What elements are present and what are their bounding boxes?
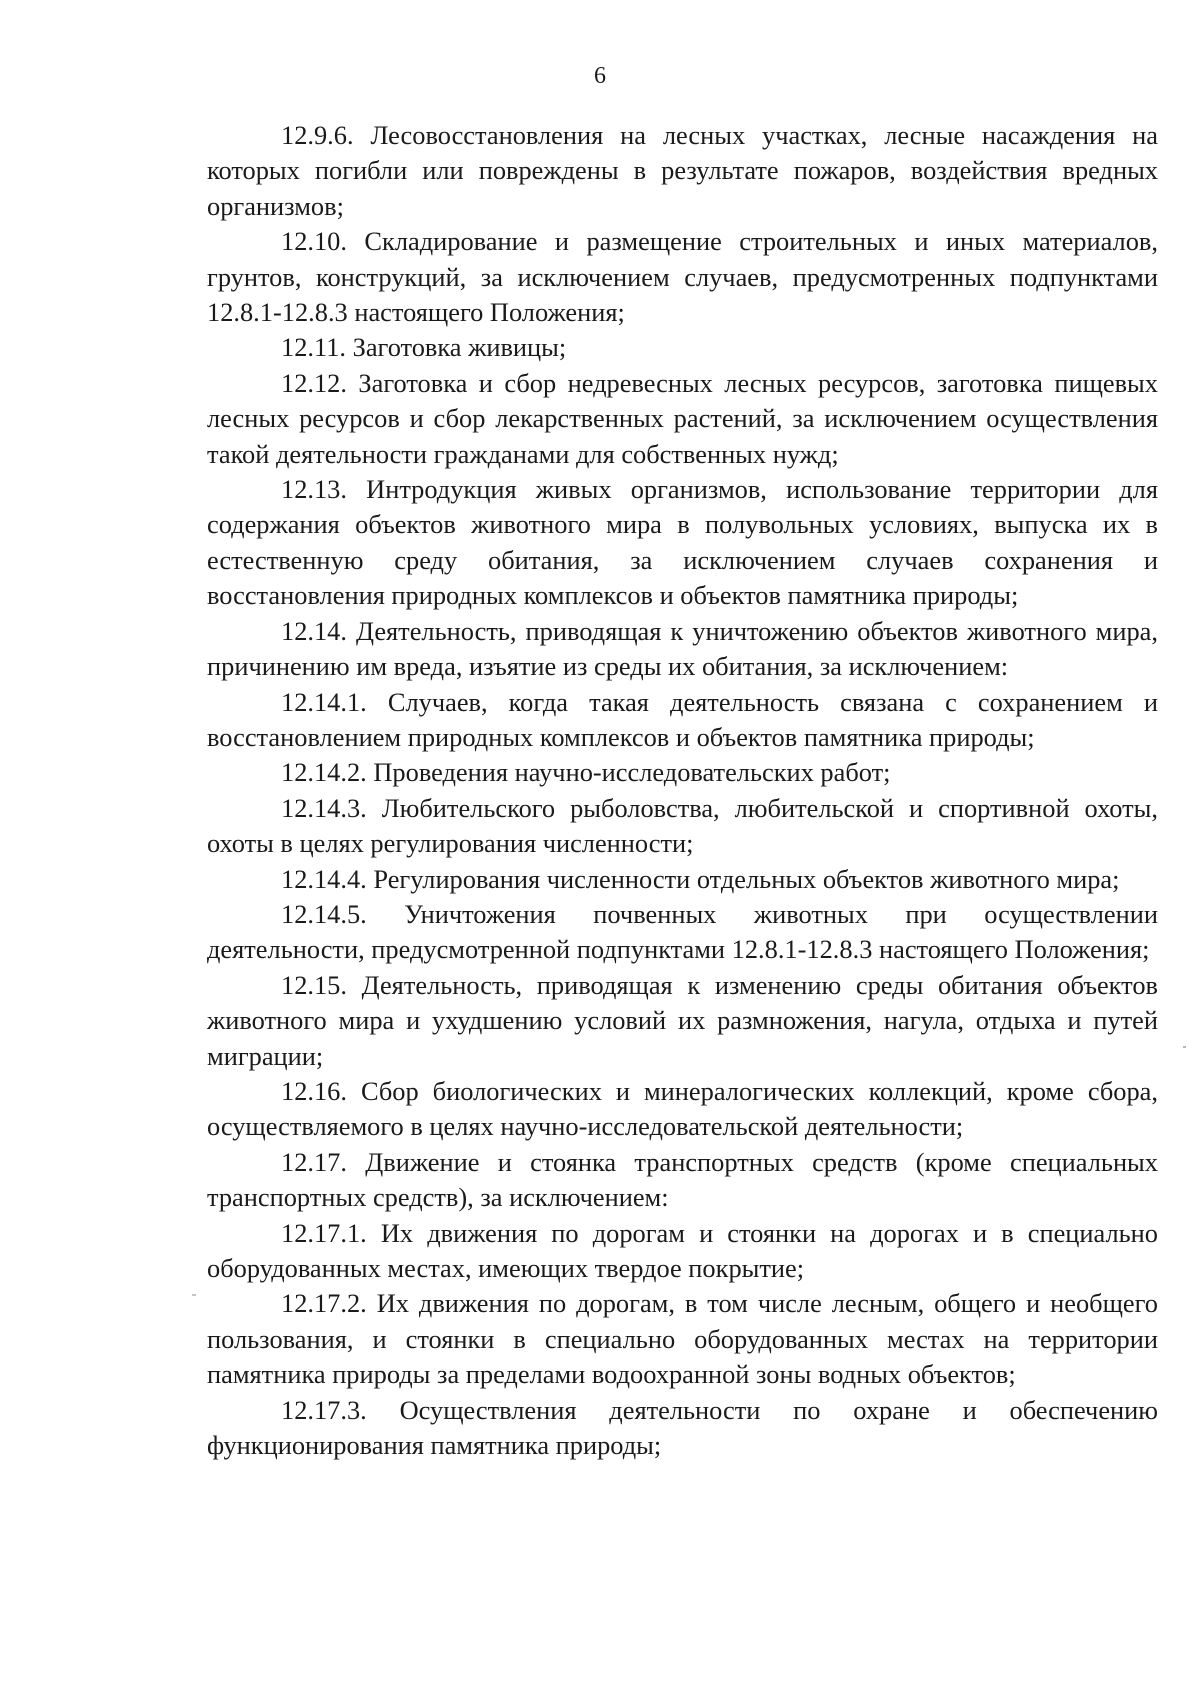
paragraph-12-17-1: 12.17.1. Их движения по дорогам и стоянки на дорогах и в специально оборудованных местах, имеющих твердое покрытие; bbox=[207, 1217, 1158, 1283]
paragraph-12-17-3: 12.17.3. Осуществления деятельности по охране и обеспечению функционирования памятника природы; bbox=[207, 1394, 1158, 1461]
paragraph-12-15: 12.15. Деятельность, приводящая к изменению среды обитания объектов животного мира и ухудшению условий их размножения, нагула, отдыха и путей миграции; bbox=[207, 969, 1158, 1071]
paragraph-12-13: 12.13. Интродукция живых организмов, использование территории для содержания объектов животного мира в полувольных условиях, выпуска их в естественную среду обитания, за исключением случаев сохранения и восстановления природных комплексов и объектов памятника природы; bbox=[207, 474, 1158, 611]
paragraph-12-14-3: 12.14.3. Любительского рыболовства, любительской и спортивной охоты, охоты в целях регулирования численности; bbox=[207, 792, 1158, 859]
paragraph-12-14-1: 12.14.1. Случаев, когда такая деятельность связана с сохранением и восстановлением природных комплексов и объектов памятника природы; bbox=[207, 686, 1158, 752]
paragraph-12-14-5: 12.14.5. Уничтожения почвенных животных при осуществлении деятельности, предусмотренной подпунктами 12.8.1-12.8.3 настоящего Положения; bbox=[207, 898, 1158, 965]
page-number: 6 bbox=[594, 63, 606, 89]
paragraph-12-12: 12.12. Заготовка и сбор недревесных лесных ресурсов, заготовка пищевых лесных ресурсов и сбор лекарственных растений, за исключением осуществления такой деятельности гражданами для собственных нужд; bbox=[207, 367, 1158, 469]
scan-speck bbox=[192, 1294, 196, 1296]
scan-speck bbox=[1183, 1046, 1186, 1048]
paragraph-12-10: 12.10. Складирование и размещение строительных и иных материалов, грунтов, конструкций, за исключением случаев, предусмотренных подпунктами 12.8.1-12.8.3 настоящего Положения; bbox=[207, 226, 1158, 328]
document-body bbox=[207, 118, 1158, 1463]
paragraph-12-14-2: 12.14.2. Проведения научно-исследовательских работ; bbox=[281, 757, 891, 788]
paragraph-12-9-6: 12.9.6. Лесовосстановления на лесных участках, лесные насаждения на которых погибли или повреждены в результате пожаров, воздействия вредных организмов; bbox=[207, 120, 1158, 221]
paragraph-12-14: 12.14. Деятельность, приводящая к уничтожению объектов животного мира, причинению им вреда, изъятие из среды их обитания, за исключением: bbox=[207, 615, 1158, 682]
paragraph-12-17-2: 12.17.2. Их движения по дорогам, в том числе лесным, общего и необщего пользования, и стоянки в специально оборудованных местах на территории памятника природы за пределами водоохранной зоны водных объектов; bbox=[207, 1288, 1158, 1390]
paragraph-12-17: 12.17. Движение и стоянка транспортных средств (кроме специальных транспортных средств), за исключением: bbox=[207, 1146, 1158, 1213]
paragraph-12-14-4: 12.14.4. Регулирования численности отдельных объектов животного мира; bbox=[281, 863, 1120, 894]
paragraph-12-16: 12.16. Сбор биологических и минералогических коллекций, кроме сбора, осуществляемого в целях научно-исследовательской деятельности; bbox=[207, 1075, 1158, 1142]
paragraph-12-11: 12.11. Заготовка живицы; bbox=[281, 332, 567, 363]
